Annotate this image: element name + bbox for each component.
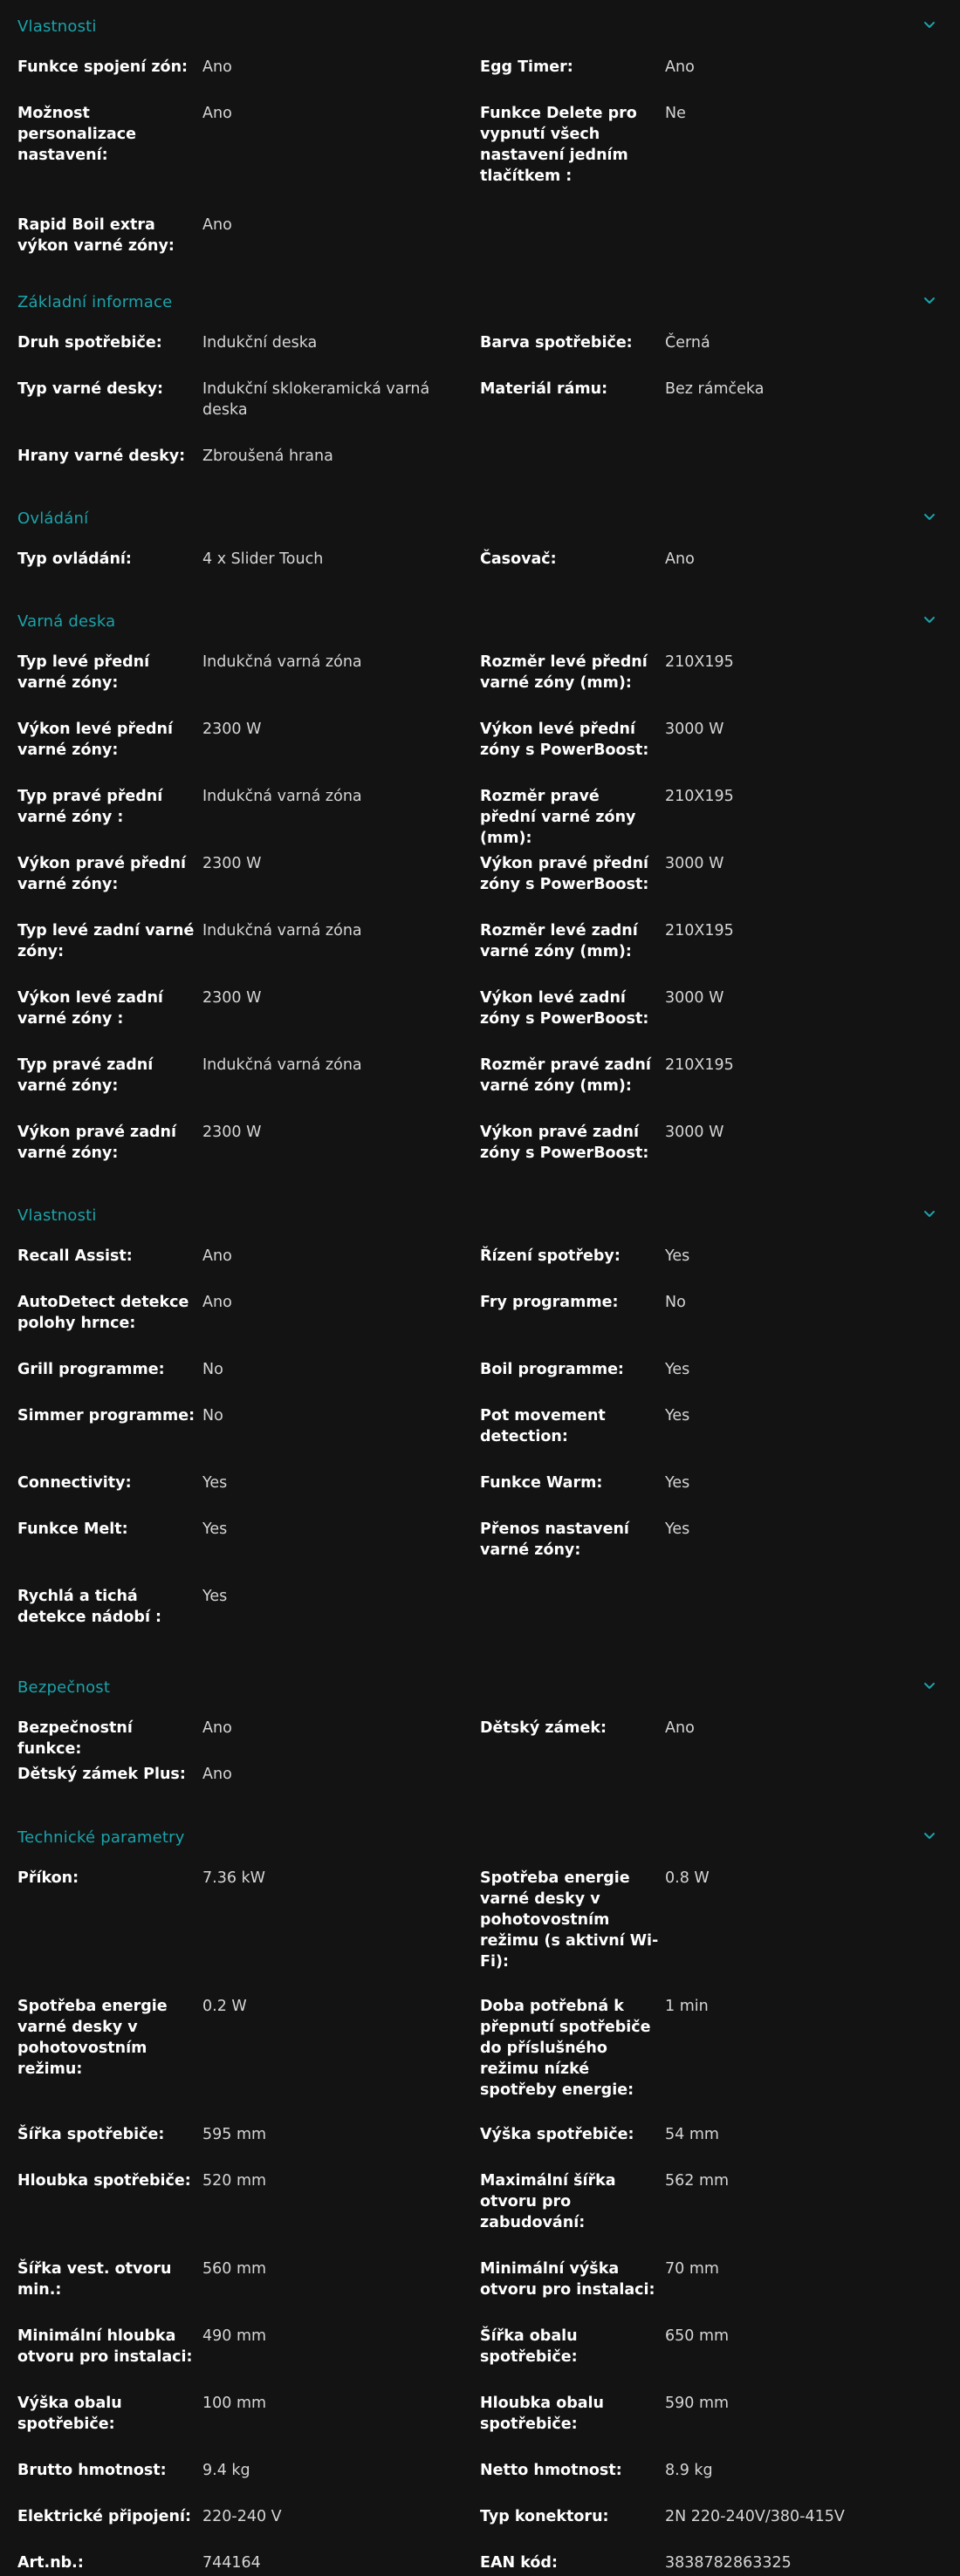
spec-value: Indukčná varná zóna <box>202 788 362 805</box>
spec-value: 100 mm <box>202 2395 267 2412</box>
spec-item-right <box>480 719 960 786</box>
spec-item-left <box>0 549 480 595</box>
spec-item-right <box>480 2506 960 2552</box>
spec-label: Řízení spotřeby: <box>480 1247 621 1265</box>
spec-value: 4 x Slider Touch <box>202 550 324 568</box>
spec-item-left <box>0 1764 480 1811</box>
spec-item-right <box>480 446 960 492</box>
spec-item-left <box>0 2552 480 2576</box>
spec-label: Možnost personalizace nastavení: <box>17 105 136 164</box>
section-title: Bezpečnost <box>17 1677 111 1697</box>
spec-value: 2N 220-240V/380-415V <box>665 2508 845 2525</box>
chevron-down-icon[interactable] <box>923 18 936 31</box>
spec-value: 7.36 kW <box>202 1869 265 1887</box>
spec-row <box>0 1586 960 1661</box>
spec-item-left <box>0 1122 480 1189</box>
spec-row <box>0 1359 960 1405</box>
spec-row <box>0 215 960 269</box>
spec-value: 210X195 <box>665 653 734 671</box>
section-title: Základní informace <box>17 292 173 311</box>
spec-item-right <box>480 1996 960 2124</box>
spec-label: Rozměr levé přední varné zóny (mm): <box>480 653 648 692</box>
spec-label: Časovač: <box>480 550 557 568</box>
section-vlastnosti <box>0 0 960 52</box>
section-header[interactable] <box>0 1661 960 1713</box>
spec-row <box>0 1055 960 1122</box>
section-title: Vlastnosti <box>17 1206 97 1225</box>
spec-item-left <box>0 1868 480 1996</box>
spec-item-right <box>480 1472 960 1519</box>
spec-value: 70 mm <box>665 2260 719 2278</box>
spec-label: Materiál rámu: <box>480 380 608 398</box>
spec-value: 3000 W <box>665 721 724 738</box>
spec-item-left <box>0 1246 480 1292</box>
spec-label: Simmer programme: <box>17 1407 195 1425</box>
spec-label: Netto hmotnost: <box>480 2462 622 2479</box>
spec-label: Recall Assist: <box>17 1247 133 1265</box>
section-header[interactable] <box>0 595 960 647</box>
spec-item-right <box>480 1586 960 1661</box>
spec-item-left <box>0 719 480 786</box>
spec-value: 0.8 W <box>665 1869 710 1887</box>
spec-value: 2300 W <box>202 989 262 1007</box>
spec-value: Yes <box>665 1474 690 1492</box>
section-header[interactable] <box>0 492 960 544</box>
section-technicke-parametry <box>0 1811 960 1863</box>
spec-value: 210X195 <box>665 922 734 940</box>
spec-label: Minimální hloubka otvoru pro instalaci: <box>17 2327 193 2366</box>
spec-value: Ano <box>202 1247 232 1265</box>
spec-value: Indukční deska <box>202 334 318 352</box>
spec-label: Barva spotřebiče: <box>480 334 633 352</box>
spec-label: Výkon pravé zadní varné zóny: <box>17 1124 177 1162</box>
spec-row <box>0 2393 960 2460</box>
section-vlastnosti <box>0 1189 960 1241</box>
spec-label: Rozměr pravé zadní varné zóny (mm): <box>480 1056 651 1095</box>
spec-label: Funkce spojení zón: <box>17 58 189 76</box>
section-title: Ovládání <box>17 509 89 528</box>
spec-label: Art.nb.: <box>17 2554 84 2572</box>
spec-value: No <box>665 1294 686 1311</box>
spec-row <box>0 786 960 853</box>
spec-row <box>0 1472 960 1519</box>
spec-row <box>0 2506 960 2552</box>
section-header[interactable] <box>0 276 960 328</box>
spec-item-left <box>0 332 480 379</box>
spec-label: Rapid Boil extra výkon varné zóny: <box>17 216 175 255</box>
spec-label: Hloubka spotřebiče: <box>17 2172 191 2190</box>
spec-label: Šířka obalu spotřebiče: <box>480 2327 578 2366</box>
spec-item-right <box>480 2460 960 2506</box>
spec-label: Výkon levé zadní varné zóny : <box>17 989 163 1028</box>
spec-label: Výkon levé zadní zóny s PowerBoost: <box>480 989 649 1028</box>
spec-row <box>0 549 960 595</box>
chevron-down-icon[interactable] <box>923 1829 936 1841</box>
spec-label: Šířka vest. otvoru min.: <box>17 2260 172 2299</box>
spec-row <box>0 2124 960 2170</box>
spec-item-left <box>0 2506 480 2552</box>
spec-row <box>0 103 960 215</box>
spec-row <box>0 2460 960 2506</box>
spec-label: Minimální výška otvoru pro instalaci: <box>480 2260 655 2299</box>
spec-row <box>0 1868 960 1996</box>
spec-value: Indukčná varná zóna <box>202 922 362 940</box>
spec-label: Bezpečnostní funkce: <box>17 1719 133 1758</box>
spec-row <box>0 332 960 379</box>
spec-item-right <box>480 1405 960 1472</box>
spec-label: Výška spotřebiče: <box>480 2126 634 2143</box>
spec-value: 1 min <box>665 1998 709 2015</box>
spec-value: 3000 W <box>665 989 724 1007</box>
spec-item-right <box>480 987 960 1055</box>
spec-value: 8.9 kg <box>665 2462 713 2479</box>
spec-item-right <box>480 1359 960 1405</box>
section-varna-deska <box>0 595 960 647</box>
spec-value: Yes <box>202 1588 228 1605</box>
spec-item-right <box>480 1868 960 1996</box>
spec-value: 2300 W <box>202 855 262 872</box>
spec-label: Typ konektoru: <box>480 2508 609 2525</box>
section-header[interactable] <box>0 1811 960 1863</box>
spec-row <box>0 2258 960 2326</box>
spec-item-left <box>0 1359 480 1405</box>
spec-item-left <box>0 2258 480 2326</box>
spec-label: Výkon pravé zadní zóny s PowerBoost: <box>480 1124 649 1162</box>
spec-label: Výkon pravé přední zóny s PowerBoost: <box>480 855 649 893</box>
spec-item-left <box>0 2460 480 2506</box>
spec-item-right <box>480 2552 960 2576</box>
spec-item-left <box>0 1292 480 1359</box>
chevron-down-icon[interactable] <box>923 613 936 625</box>
spec-value: Ano <box>665 58 695 76</box>
spec-row <box>0 1996 960 2124</box>
spec-value: 744164 <box>202 2554 261 2572</box>
spec-label: Spotřeba energie varné desky v pohotovostním režimu (s aktivní Wi-Fi): <box>480 1869 659 1971</box>
spec-value: Yes <box>665 1520 690 1538</box>
section-header[interactable] <box>0 1189 960 1241</box>
spec-label: Fry programme: <box>480 1294 619 1311</box>
section-title: Varná deska <box>17 612 116 631</box>
spec-row <box>0 853 960 920</box>
spec-label: Pot movement detection: <box>480 1407 606 1445</box>
spec-value: 2300 W <box>202 721 262 738</box>
spec-value: Yes <box>202 1520 228 1538</box>
spec-value: 9.4 kg <box>202 2462 250 2479</box>
spec-item-left <box>0 987 480 1055</box>
spec-value: Indukčná varná zóna <box>202 653 362 671</box>
spec-value: 590 mm <box>665 2395 730 2412</box>
spec-item-left <box>0 786 480 853</box>
spec-item-right <box>480 379 960 446</box>
spec-label: Funkce Warm: <box>480 1474 603 1492</box>
spec-row <box>0 1405 960 1472</box>
chevron-down-icon[interactable] <box>923 294 936 306</box>
spec-label: Příkon: <box>17 1869 79 1887</box>
spec-item-right <box>480 215 960 269</box>
spec-label: Výška obalu spotřebiče: <box>17 2395 122 2433</box>
spec-item-left <box>0 2124 480 2170</box>
section-ovladani <box>0 492 960 544</box>
spec-row <box>0 1519 960 1586</box>
spec-item-right <box>480 549 960 595</box>
spec-label: Hloubka obalu spotřebiče: <box>480 2395 605 2433</box>
spec-row <box>0 1246 960 1292</box>
spec-label: Dětský zámek: <box>480 1719 607 1737</box>
spec-value: Yes <box>202 1474 228 1492</box>
spec-item-right <box>480 2393 960 2460</box>
spec-item-left <box>0 1472 480 1519</box>
spec-item-right <box>480 57 960 103</box>
spec-label: Rozměr pravé přední varné zóny (mm): <box>480 788 636 847</box>
spec-row <box>0 1292 960 1359</box>
chevron-down-icon[interactable] <box>923 510 936 523</box>
spec-value: Ano <box>202 105 232 122</box>
spec-value: 0.2 W <box>202 1998 247 2015</box>
spec-value: Bez rámčeka <box>665 380 765 398</box>
spec-item-left <box>0 1996 480 2124</box>
spec-item-right <box>480 786 960 853</box>
spec-value: Yes <box>665 1361 690 1378</box>
spec-row <box>0 719 960 786</box>
spec-label: Grill programme: <box>17 1361 165 1378</box>
spec-value: 2300 W <box>202 1124 262 1141</box>
spec-row <box>0 446 960 492</box>
spec-label: Egg Timer: <box>480 58 573 76</box>
spec-value: Zbroušená hrana <box>202 448 333 465</box>
spec-row <box>0 2552 960 2576</box>
spec-value: 650 mm <box>665 2327 730 2345</box>
spec-value: Indukčná varná zóna <box>202 1056 362 1074</box>
chevron-down-icon[interactable] <box>923 1207 936 1220</box>
spec-item-right <box>480 1122 960 1189</box>
spec-item-left <box>0 1405 480 1472</box>
section-zakladni-informace <box>0 276 960 328</box>
spec-item-left <box>0 1718 480 1764</box>
spec-value: Ne <box>665 105 686 122</box>
spec-item-right <box>480 1055 960 1122</box>
spec-value: 520 mm <box>202 2172 267 2190</box>
spec-label: Druh spotřebiče: <box>17 334 162 352</box>
spec-label: Dětský zámek Plus: <box>17 1766 186 1783</box>
spec-value: 54 mm <box>665 2126 719 2143</box>
spec-label: Typ ovládání: <box>17 550 132 568</box>
spec-value: Indukční sklokeramická varná deska <box>202 380 430 419</box>
spec-label: Brutto hmotnost: <box>17 2462 167 2479</box>
spec-item-left <box>0 853 480 920</box>
section-bezpecnost <box>0 1661 960 1713</box>
spec-item-left <box>0 379 480 446</box>
spec-value: 3000 W <box>665 855 724 872</box>
spec-row <box>0 1122 960 1189</box>
spec-label: AutoDetect detekce polohy hrnce: <box>17 1294 189 1332</box>
spec-label: Typ pravé zadní varné zóny: <box>17 1056 154 1095</box>
spec-value: Ano <box>202 1766 232 1783</box>
spec-item-left <box>0 2393 480 2460</box>
spec-label: Rozměr levé zadní varné zóny (mm): <box>480 922 638 960</box>
section-title: Technické parametry <box>17 1828 185 1847</box>
spec-item-left <box>0 1519 480 1586</box>
spec-label: Doba potřebná k přepnutí spotřebiče do příslušného režimu nízké spotřeby energie: <box>480 1998 651 2099</box>
spec-value: Černá <box>665 334 710 352</box>
spec-value: 3838782863325 <box>665 2554 792 2572</box>
spec-item-right <box>480 652 960 719</box>
spec-value: Ano <box>665 550 695 568</box>
spec-value: 560 mm <box>202 2260 267 2278</box>
spec-label: Typ levé přední varné zóny: <box>17 653 150 692</box>
spec-value: No <box>202 1407 223 1425</box>
spec-item-right <box>480 2326 960 2393</box>
spec-label: Šířka spotřebiče: <box>17 2126 165 2143</box>
spec-item-left <box>0 2326 480 2393</box>
spec-label: Rychlá a tichá detekce nádobí : <box>17 1588 162 1626</box>
spec-label: Přenos nastavení varné zóny: <box>480 1520 629 1559</box>
spec-value: 490 mm <box>202 2327 267 2345</box>
spec-item-left <box>0 652 480 719</box>
spec-item-right <box>480 1764 960 1811</box>
spec-value: Ano <box>665 1719 695 1737</box>
spec-item-right <box>480 1246 960 1292</box>
chevron-down-icon[interactable] <box>923 1679 936 1691</box>
spec-value: 210X195 <box>665 1056 734 1074</box>
spec-value: Yes <box>665 1407 690 1425</box>
spec-item-right <box>480 2124 960 2170</box>
spec-item-right <box>480 1519 960 1586</box>
spec-value: Ano <box>202 58 232 76</box>
spec-item-right <box>480 2258 960 2326</box>
spec-row <box>0 652 960 719</box>
spec-value: 220-240 V <box>202 2508 282 2525</box>
spec-value: 562 mm <box>665 2172 730 2190</box>
spec-item-right <box>480 332 960 379</box>
spec-row <box>0 987 960 1055</box>
spec-item-right <box>480 1718 960 1764</box>
spec-item-left <box>0 1586 480 1661</box>
spec-item-left <box>0 103 480 215</box>
spec-label: Hrany varné desky: <box>17 448 186 465</box>
spec-value: Ano <box>202 216 232 234</box>
spec-item-left <box>0 57 480 103</box>
spec-value: No <box>202 1361 223 1378</box>
spec-label: Výkon pravé přední varné zóny: <box>17 855 187 893</box>
spec-label: Typ levé zadní varné zóny: <box>17 922 195 960</box>
spec-item-right <box>480 2170 960 2258</box>
spec-value: 595 mm <box>202 2126 267 2143</box>
spec-label: Výkon levé přední zóny s PowerBoost: <box>480 721 649 759</box>
section-title: Vlastnosti <box>17 17 97 36</box>
spec-label: Connectivity: <box>17 1474 132 1492</box>
section-header[interactable] <box>0 0 960 52</box>
spec-value: Yes <box>665 1247 690 1265</box>
spec-row <box>0 1764 960 1811</box>
spec-label: Boil programme: <box>480 1361 624 1378</box>
spec-item-left <box>0 446 480 492</box>
spec-item-right <box>480 920 960 987</box>
spec-label: Typ pravé přední varné zóny : <box>17 788 163 826</box>
spec-label: Elektrické připojení: <box>17 2508 191 2525</box>
spec-item-left <box>0 1055 480 1122</box>
spec-label: Typ varné desky: <box>17 380 164 398</box>
spec-item-right <box>480 1292 960 1359</box>
spec-label: Funkce Melt: <box>17 1520 128 1538</box>
spec-item-left <box>0 215 480 269</box>
spec-row <box>0 920 960 987</box>
spec-value: Ano <box>202 1719 232 1737</box>
spec-item-left <box>0 2170 480 2258</box>
spec-row <box>0 1718 960 1764</box>
spec-label: EAN kód: <box>480 2554 558 2572</box>
spec-row <box>0 2170 960 2258</box>
spec-value: 210X195 <box>665 788 734 805</box>
spec-value: Ano <box>202 1294 232 1311</box>
spec-item-left <box>0 920 480 987</box>
spec-label: Výkon levé přední varné zóny: <box>17 721 173 759</box>
spec-label: Maximální šířka otvoru pro zabudování: <box>480 2172 616 2231</box>
spec-value: 3000 W <box>665 1124 724 1141</box>
spec-label: Funkce Delete pro vypnutí všech nastavení jedním tlačítkem : <box>480 105 637 185</box>
spec-item-right <box>480 853 960 920</box>
spec-label: Spotřeba energie varné desky v pohotovostním režimu: <box>17 1998 168 2078</box>
spec-item-right <box>480 103 960 215</box>
spec-row <box>0 57 960 103</box>
spec-row <box>0 379 960 446</box>
spec-row <box>0 2326 960 2393</box>
